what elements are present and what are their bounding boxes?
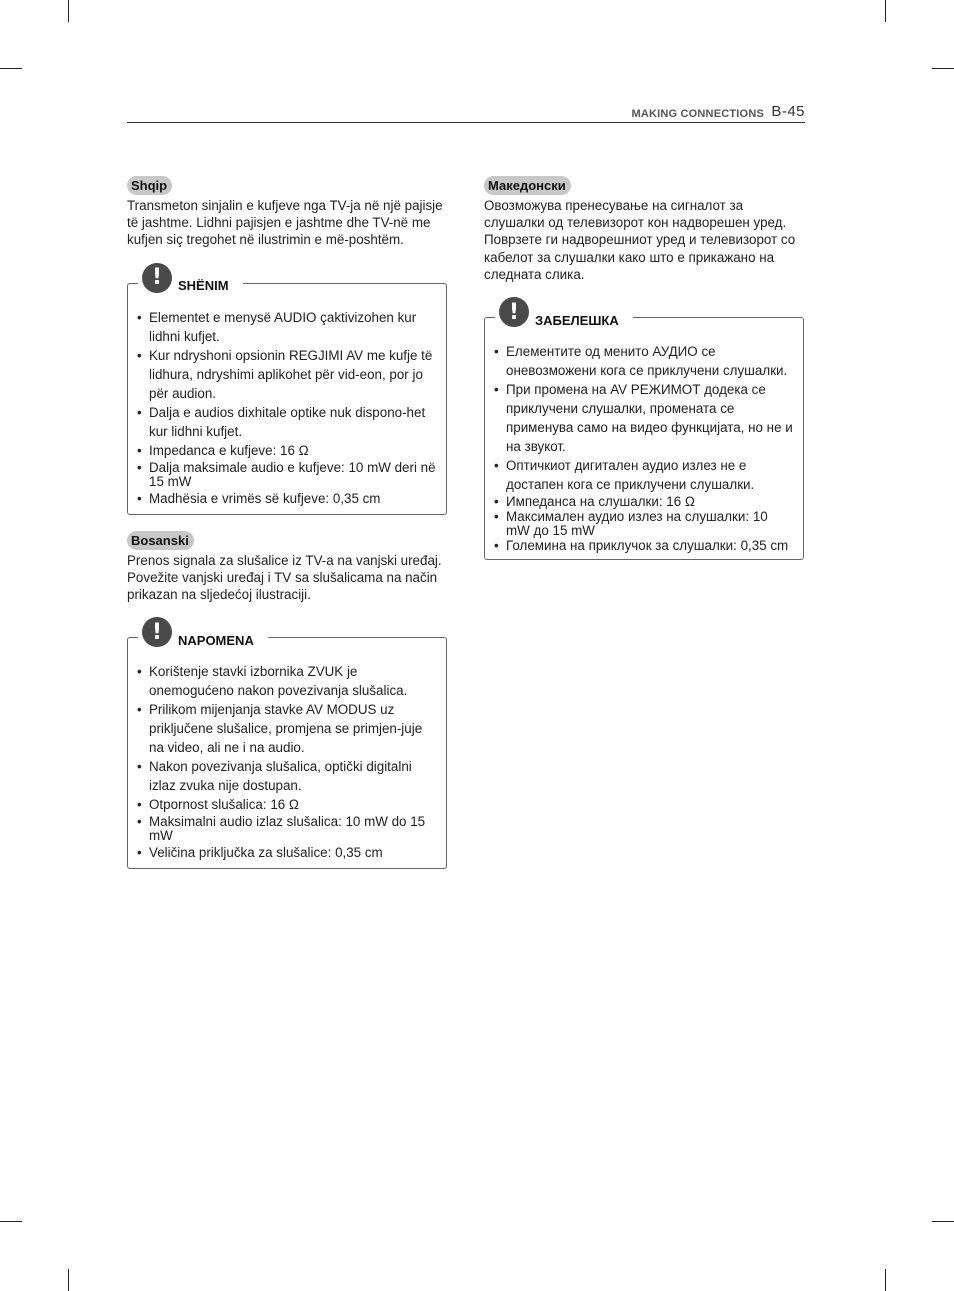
note-list bbox=[136, 662, 438, 862]
list-item: • Dalja e audios dixhitale optike nuk dispono-het kur lidhni kufjet. bbox=[136, 403, 438, 441]
note-header bbox=[138, 264, 243, 300]
right-column bbox=[484, 176, 804, 560]
note-box bbox=[484, 299, 804, 560]
left-column bbox=[127, 176, 447, 869]
intro-text: Овозможува пренесување на сигналот за слушалки од телевизорот кон надворешен уред. Поврзете ги надворешниот уред и телевизорот со кабелот за слушалки како што е прикажано на следната слика. bbox=[484, 198, 796, 282]
crop-mark bbox=[68, 1269, 69, 1291]
list-item: • Големина на приклучок за слушалки: 0,35 cm bbox=[493, 539, 795, 553]
list-item: • Елементите од менито АУДИО се оневозможени кога се приклучени слушалки. bbox=[493, 342, 795, 380]
language-badge: Shqip bbox=[127, 176, 172, 195]
crop-mark bbox=[0, 68, 22, 69]
note-header bbox=[495, 298, 633, 334]
page-number: B-45 bbox=[771, 103, 805, 120]
crop-mark bbox=[932, 1221, 954, 1222]
note-box bbox=[127, 265, 447, 515]
note-title: ЗАБЕЛЕШКА bbox=[535, 312, 619, 328]
intro-text: Prenos signala za slušalice iz TV-a na vanjski uređaj. Povežite vanjski uređaj i TV sa slušalicama na način prikazan na sljedećoj ilustraciji. bbox=[127, 552, 442, 603]
makedonski-section bbox=[484, 176, 804, 560]
crop-mark bbox=[885, 1269, 886, 1291]
bosanski-section bbox=[127, 531, 447, 870]
list-item: • Elementet e menysë AUDIO çaktivizohen kur lidhni kufjet. bbox=[136, 308, 438, 346]
list-item: • Оптичкиот дигитален аудио излез не е достапен кога се приклучени слушалки. bbox=[493, 456, 795, 494]
note-list bbox=[493, 342, 795, 553]
note-header bbox=[138, 618, 268, 654]
crop-mark bbox=[932, 68, 954, 69]
list-item: • Kur ndryshoni opsionin REGJIMI AV me kufje të lidhura, ndryshimi aplikohet për vid-eon, por jo për audion. bbox=[136, 346, 438, 403]
note-box bbox=[127, 619, 447, 869]
list-item: • Maksimalni audio izlaz slušalica: 10 mW do 15 mW bbox=[136, 815, 438, 843]
language-badge: Македонски bbox=[484, 176, 571, 195]
list-item: • Prilikom mijenjanja stavke AV MODUS uz priključene slušalice, promjena se primjen-juje na video, ali ne i na audio. bbox=[136, 700, 438, 757]
list-item: • Максимален аудио излез на слушалки: 10 mW до 15 mW bbox=[493, 510, 795, 538]
language-badge: Bosanski bbox=[127, 531, 194, 550]
list-item: • Импеданса на слушалки: 16 Ω bbox=[493, 495, 795, 509]
list-item: • Dalja maksimale audio e kufjeve: 10 mW deri në 15 mW bbox=[136, 461, 438, 489]
list-item: • Madhësia e vrimës së kufjeve: 0,35 cm bbox=[136, 489, 438, 508]
section-title: MAKING CONNECTIONS bbox=[631, 108, 764, 120]
intro-text: Transmeton sinjalin e kufjeve nga TV-ja në një pajisje të jashtme. Lidhni pajisjen e jashtme dhe TV-në me kufjen siç tregohet në ilustrimin e më-poshtëm. bbox=[127, 198, 443, 248]
list-item: • Nakon povezivanja slušalica, optički digitalni izlaz zvuka nije dostupan. bbox=[136, 757, 438, 795]
list-item: • Veličina priključka za slušalice: 0,35 cm bbox=[136, 843, 438, 862]
list-item: • Impedanca e kufjeve: 16 Ω bbox=[136, 441, 438, 460]
crop-mark bbox=[885, 0, 886, 22]
crop-mark bbox=[68, 0, 69, 22]
warning-exclamation-icon: ! bbox=[142, 617, 172, 647]
note-title: NAPOMENA bbox=[178, 632, 254, 648]
note-list bbox=[136, 308, 438, 508]
list-item: • При промена на AV РЕЖИМОТ додека се приклучени слушалки, промената се применува само на видео функцијата, но не и на звукот. bbox=[493, 380, 795, 456]
page-header bbox=[127, 104, 805, 123]
list-item: • Korištenje stavki izbornika ZVUK je onemogućeno nakon povezivanja slušalica. bbox=[136, 662, 438, 700]
list-item: • Otpornost slušalica: 16 Ω bbox=[136, 795, 438, 814]
crop-mark bbox=[0, 1221, 22, 1222]
warning-exclamation-icon: ! bbox=[142, 263, 172, 293]
note-title: SHËNIM bbox=[178, 278, 229, 294]
shqip-section bbox=[127, 176, 447, 515]
warning-exclamation-icon: ! bbox=[499, 297, 529, 327]
